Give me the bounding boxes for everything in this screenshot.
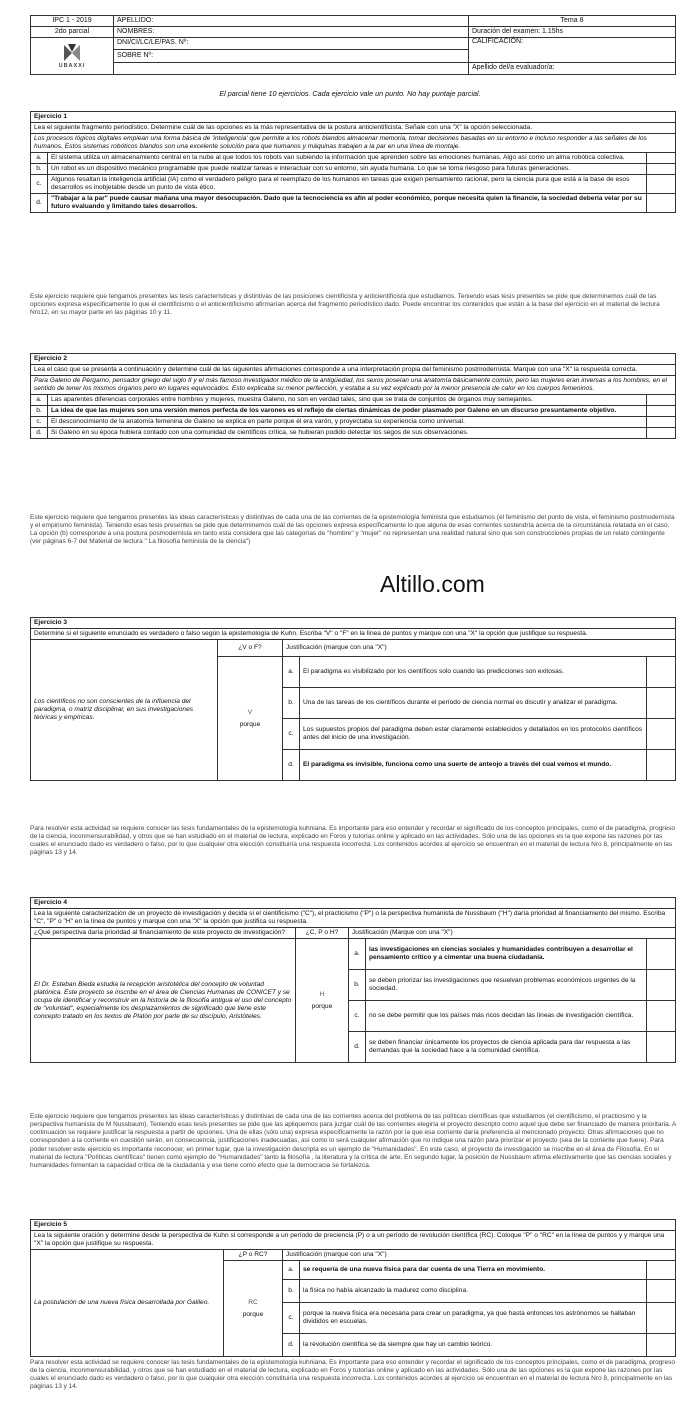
option-letter: b. [31,406,48,417]
column-header-vf: ¿V o F? [218,640,283,657]
exercise-3 [30,617,676,781]
university-logo [31,38,114,75]
option-row[interactable] [31,194,676,213]
exercise-3-explanation: Para resolver esta actividad se requiere conocer las tesis fundamentales de la epistemología kuhniana. Es importante para eso entender y recordar el significado de los conceptos principales, como el de paradigma, progreso de la ciencia, inconmensurabilidad, y otros que se han estudiado en el material de lectura, explicado en Foros y tutorías online y aplicado en las actividades. Sólo una de las opciones es la que expone las razones por las cuales el enunciado dado es verdadero o falso, por lo que cualquier otra elección constituiría una respuesta incorrecta. Los contenidos acordes al ejercicio se encuentran en el material de lectura Nro 8, principalmente en las páginas 13 y 14. [30,825,675,857]
option-row[interactable] [31,406,676,417]
porque-label: porque [242,1310,264,1318]
option-letter: b. [349,970,366,1001]
column-header-prc: ¿P o RC? [224,1250,283,1261]
option-letter: a. [31,395,48,406]
option-text: El desconocimiento de la anatomía femenina de Galeno se explica en parte porque él era varón, y proyectaba su experiencia como universal. [48,417,647,428]
blank-cell [114,62,469,74]
exercise-1 [30,111,676,213]
exercise-5 [30,1219,676,1357]
option-letter: a. [283,657,300,688]
option-checkbox[interactable] [647,175,676,194]
exam-header [30,15,676,75]
exercise-title: Ejercicio 4 [31,898,676,909]
option-checkbox[interactable] [647,395,676,406]
exercise-instruction: Lea la siguiente caracterización de un proyecto de investigación y decida si el cientificismo ("C"), el practicismo ("P") o la perspectiva humanista de Nussbaum ("H") daría prioridad al financiamiento del mismo. Escriba "C", "P" o "H" en la línea de puntos y marque con una "X" la opción que justifica su respuesta. [31,909,676,928]
option-checkbox[interactable] [647,194,676,213]
exercise-instruction: Lea el siguiente fragmento periodístico. Determine cuál de las opciones es la más representativa de la postura anticientificista. Señale con una "X" la opción seleccionada. [31,123,676,134]
option-checkbox[interactable] [647,406,676,417]
answer-cell[interactable] [296,939,349,1063]
exercise-title: Ejercicio 5 [31,1220,676,1231]
column-header-justification: Justificación (Marque con una "X") [349,928,676,939]
option-text: El paradigma es invisible, funciona como una suerte de anteojo a través del cual vemos el mundo. [300,750,647,781]
option-text: "Trabajar a la par" puede causar mañana una mayor desocupación. Dado que la tecnociencia es afín al poder económico, porque necesita quien la financie, la sociedad debería velar por su futuro evaluando y limitando tales desarrollos. [48,194,647,213]
theme-label: Tema 8 [469,16,676,27]
exercise-quote: Los procesos lógicos digitales emplean una forma básica de 'inteligencia' que permite a los robots blandos almacenar memoria, tomar decisiones basadas en su entorno e incluso responder a las señales de los humanos. Estos sistemas robóticos blandos son una excelente solución para que humanos y máquinas trabajen a la par en una línea de montaje. [31,134,676,153]
option-row[interactable] [31,175,676,194]
option-checkbox[interactable] [647,164,676,175]
option-checkbox[interactable] [647,1032,676,1063]
porque-label: porque [239,720,261,728]
option-checkbox[interactable] [647,1001,676,1032]
answer-value: V [247,708,253,716]
watermark-text: Altillo.com [380,571,485,597]
option-text: El paradigma es visibilizado por los científicos solo cuando las predicciones son exitosas. [300,657,647,688]
exam-label: 2do parcial [31,27,114,38]
option-text: Una de las tareas de los científicos durante el período de ciencia normal es discutir y analizar el paradigma. [300,688,647,719]
column-header-cph: ¿C, P o H? [296,928,349,939]
option-letter: a. [283,1261,300,1280]
option-letter: b. [31,164,48,175]
option-text: Las aparentes diferencias corporales entre hombres y mujeres, muestra Galeno, no son en verdad tales, sino que se trata de conjuntos de órganos muy semejantes. [48,395,647,406]
exercise-title: Ejercicio 3 [31,618,676,629]
exercise-4-explanation: Este ejercicio requiere que tengamos presentes las ideas características y distintivas de cada una de las corrientes acerca del problema de las políticas científicas que estudiamos (el cientificismo, el practicismo y la perspectiva humanista de M Nussbaum). Teniendo esas tesis presentes se pide que las apliquemos para juzgar cuál de las corrientes elegiría el proyecto descripto como aquel que debe ser financiado de manera prioritaria. A continuación se requiere justificar la respuesta a partir de opciones. Una de ellas (sólo una) expresa específicamente la razón por la que esa corriente daría preferencia al mencionado proyecto. Otras afirmaciones que no corresponden a la corriente en cuestión serán, en consecuencia, justificaciones inadecuadas, así como lo será cualquier afirmación que no indique una razón para priorizar el proyecto (sea de la corriente que fuere). Para poder resolver este ejercicio es importante reconocer, en primer lugar, que la investigación descripta es un ejemplo de "Humanidades". En este caso, el proyecto de investigación se inscribe en el área de Filosofía. En el material de lectura "Políticas científicas" tienen como ejemplo de "Humanidades" tanto la filosofía , la literatura y la crítica de arte. En segundo lugar, la posición de Nussbaum afirma efectivamente que las ciencias sociales y humanidades fomentan la capacidad crítica de la ciudadanía y ese tiene como efecto que la democracia se fortalezca. [30,1113,676,1169]
option-text: Si Galeno en su época hubiera contado con una comunidad de científicos crítica, se hubieran podido detectar los segos de sus observaciones. [48,428,647,439]
column-header-justification: Justificación (marque con una "X") [283,1250,676,1261]
option-checkbox[interactable] [647,1334,676,1357]
option-checkbox[interactable] [647,939,676,970]
option-text: se deben financiar únicamente los proyectos de ciencia aplicada para dar respuesta a las demandas que la sociedad hace a la comunidad científica. [366,1032,647,1063]
option-checkbox[interactable] [647,1261,676,1280]
statement-cell: Los científicos no son conscientes de la influencia del paradigma, o matriz disciplinar, en sus investigaciones teóricas y empíricas. [31,640,218,781]
exercise-instruction: Lea el caso que se presenta a continuación y determine cuál de las siguientes afirmaciones corresponde a una interpretación propia del feminismo postmodernista. Marque con una "X" la respuesta correcta. [31,365,676,376]
option-text: las investigaciones en ciencias sociales y humanidades contribuyen a desarrollar el pensamiento crítico y a cimentar una buena ciudadanía. [366,939,647,970]
option-text: El sistema utiliza un almacenamiento central en la nube al que todos los robots van subiendo la información que aprenden sobre las emociones humanas. Algo así como un alma robótica colectiva. [48,153,647,164]
course-label: IPC 1 - 2019 [31,16,114,27]
option-letter: c. [349,1001,366,1032]
exercise-instruction: Lea la siguiente oración y determine desde la perspectiva de Kuhn si corresponde a un período de preciencia (P) o a un período de revolución científica (RC). Coloque "P" o "RC" en la línea de puntos y y marque una "X" la opción que justifique su respuesta. [31,1231,676,1250]
option-letter: d. [31,428,48,439]
option-letter: b. [283,1280,300,1303]
option-checkbox[interactable] [647,428,676,439]
exercise-instruction: Determine si el siguiente enunciado es verdadero o falso según la epistemología de Kuhn. Escriba "V" o "F" en la línea de puntos y marque con una "X" la opción que justifique su respuesta. [31,629,676,640]
option-letter: c. [31,417,48,428]
option-letter: c. [283,1303,300,1334]
column-header-question: ¿Qué perspectiva daría prioridad al financiamiento de este proyecto de investigación? [31,928,296,939]
answer-value: H [319,990,325,998]
exercise-4 [30,897,676,1063]
surname-field[interactable]: APELLIDO: [114,16,469,27]
option-text: Los supuestos propios del paradigma deben estar claramente establecidos y detallados en los protocolos científicos antes del inicio de una investigación. [300,719,647,750]
option-letter: c. [283,719,300,750]
option-letter: d. [283,750,300,781]
option-text: la revolución científica se da siempre que hay un cambio teórico. [300,1334,647,1357]
exercise-title: Ejercicio 1 [31,112,676,123]
option-checkbox[interactable] [647,153,676,164]
option-text: porque la nueva física era necesaria para crear un paradigma, ya que hasta entonces los astrónomos se hallaban divididos en escuelas. [300,1303,647,1334]
option-letter: c. [31,175,48,194]
names-field[interactable]: NOMBRES: [114,27,469,38]
option-checkbox[interactable] [647,1280,676,1303]
option-checkbox[interactable] [647,719,676,750]
exercise-5-explanation: Para resolver esta actividad se requiere conocer las tesis fundamentales de la epistemología kuhniana. Es importante para eso entender y recordar el significado de los conceptos principales, como el de paradigma, progreso de la ciencia, inconmensurabilidad, y otros que se han estudiado en el material de lectura, explicado en Foros y tutorías online y aplicado en las actividades. Sólo una de las opciones es la que expone las razones por las cuales el enunciado dado es verdadero o falso, por lo que cualquier otra elección constituiría una respuesta incorrecta. Los contenidos acordes al ejercicio se encuentran en el material de lectura Nro 8, principalmente en las páginas 13 y 14. [30,1359,675,1391]
option-letter: d. [283,1334,300,1357]
column-header-justification: Justificación (marque con una "X") [283,640,676,657]
option-row[interactable] [31,428,676,439]
dni-field[interactable]: DNI/CI/LC/LE/PAS. Nº: [114,38,469,50]
option-checkbox[interactable] [647,657,676,688]
option-row[interactable] [31,395,676,406]
option-text: la física no había alcanzado la madurez como disciplina. [300,1280,647,1303]
answer-cell[interactable] [218,657,283,781]
option-checkbox[interactable] [647,1303,676,1334]
intro-note: El parcial tiene 10 ejercicios. Cada ejercicio vale un punto. No hay puntaje parcial. [219,89,481,98]
statement-cell: La postulación de una nueva física desarrollada por Galileo. [31,1250,224,1357]
option-letter: d. [31,194,48,213]
option-checkbox[interactable] [647,688,676,719]
exercise-1-explanation: Este ejercicio requiere que tengamos presentes las tesis características y distintivas de las posiciones cientificista y anticientificista que estudiamos. Teniendo esas tesis presentes se pide que determinemos cuál de las opciones expresa específicamente lo que el cientificismo o el anticientificismo afirmarían acerca del fragmento periodístico dado. Puede encontrar los contenidos que están a la base del ejercicio en el material de lectura Nro12, en su mayor parte en las páginas 10 y 11. [30,293,660,317]
option-text: no se debe permitir que los países más ricos decidan las líneas de investigación científica. [366,1001,647,1032]
option-row[interactable] [31,417,676,428]
statement-cell: El Dr. Esteban Bieda estudia la recepción aristotélica del concepto de voluntad platónica. Este proyecto se inscribe en el área de Ciencias Humanas de CONICET y se ocupa de identificar y reconstruir en la historia de la filosofía antigua el uso del concepto de "voluntad", especialmente los desplazamientos de significado que tiene este concepto tratado en los textos de Platón por parte de su discípulo, Aristóteles. [31,939,296,1063]
answer-value: RC [248,1298,258,1306]
logo-text: UBAXXI [58,62,86,69]
option-checkbox[interactable] [647,750,676,781]
option-letter: d. [349,1032,366,1063]
option-text: se deben priorizar las investigaciones que resuelvan problemas económicos urgentes de la sociedad. [366,970,647,1001]
option-letter: a. [349,939,366,970]
answer-cell[interactable] [224,1261,283,1357]
evaluator-field[interactable]: Apellido del/a evaluador/a: [469,62,676,74]
option-text: Un robot es un dispositivo mecánico programable que puede realizar tareas e interactuar con su entorno, sin ayuda humana. Lo que se toma riesgoso para futuras generaciones. [48,164,647,175]
duration-label: Duración del examen: 1.15hs [469,27,676,38]
exercise-2-explanation: Este ejercicio requiere que tengamos presentes las ideas características y distintivas de cada una de las corrientes de la epistemología feminista que estudiamos (el feminismo del punto de vista, el feminismo postmodernista y el empirismo feminista). Teniendo esas tesis presentes se pide que determinemos cuál de las opciones expresa específicamente lo que alguna de esas corrientes sostendría acerca de la circunstancia relatada en el caso. La opción (b) corresponde a una postura posmodernista en tanto esta considera que las categorías de "hombre" y "mujer" no representan una realidad natural sino que son construcciones propias de un relato contingente (ver páginas 6-7 del Material de lectura " La filosofía feminista de la ciencia") [30,514,675,546]
option-row[interactable] [31,153,676,164]
exercise-2 [30,353,676,439]
option-checkbox[interactable] [647,417,676,428]
envelope-field[interactable]: SOBRE Nº: [114,50,469,62]
option-text: Algunos resaltan la inteligencia artificial (IA) como el verdadero peligro para el reemplazo de los humanos en tareas que exigen pensamiento racional, pero la ciencia pura que está a la base de esos desarrollos es inobjetable desde un punto de vista ético. [48,175,647,194]
exercise-quote: Para Galeno de Pérgamo, pensador griego del siglo II y el más famoso investigador médico de la antigüedad, los sexos poseían una anatomía básicamente común, pero las mujeres eran inversas a los hombres, en el sentido de tener los mismos órganos pero en lugares equivocados. Esto explicaba su menor perfección, y estaba a su vez explicado por la menor presencia de calor en los cuerpos femeninos. [31,376,676,395]
option-text: se requería de una nueva física para dar cuenta de una Tierra en movimiento. [300,1261,647,1280]
option-letter: b. [283,688,300,719]
porque-label: porque [311,1002,333,1010]
exercise-title: Ejercicio 2 [31,354,676,365]
option-checkbox[interactable] [647,970,676,1001]
grade-field[interactable]: CALIFICACIÓN: [469,38,676,63]
option-row[interactable] [31,164,676,175]
option-letter: a. [31,153,48,164]
option-text: La idea de que las mujeres son una versión menos perfecta de los varones es el reflejo de ciertas dinámicas de poder plasmado por Galeno en un discurso presuntamente objetivo. [48,406,647,417]
logo-emblem-icon [61,43,83,63]
